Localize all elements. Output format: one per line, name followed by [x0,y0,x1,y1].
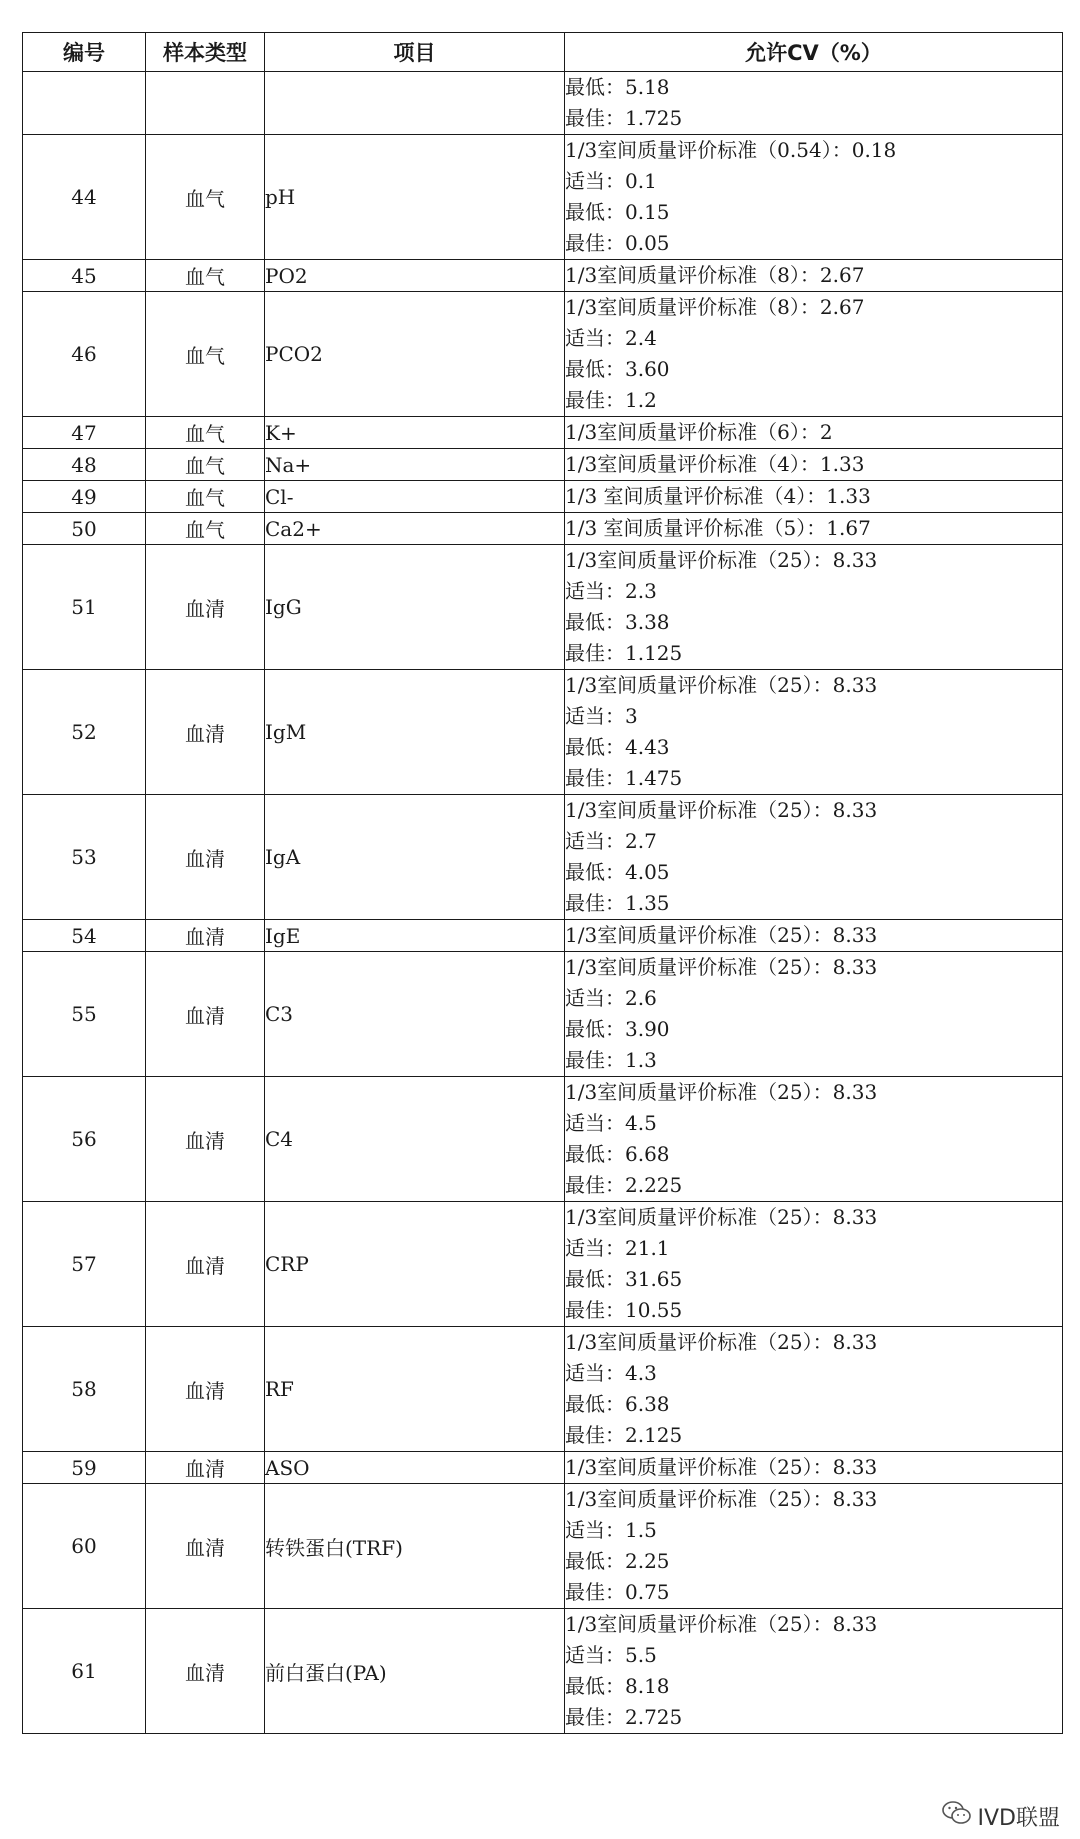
header-item: 项目 [265,33,565,72]
row-sample-type: 血清 [146,1202,265,1327]
row-allowed-cv [565,72,1063,135]
cv-line: 1/3 室间质量评价标准（4）：1.33 [565,484,871,508]
row-allowed-cv [565,920,1063,952]
table-row [23,795,1063,920]
row-allowed-cv [565,795,1063,920]
table-row [23,72,1063,135]
cv-line: 最佳：1.2 [565,388,657,412]
row-sample-type: 血气 [146,481,265,513]
cv-line: 适当：4.5 [565,1111,657,1135]
table-row [23,1327,1063,1452]
table-row [23,513,1063,545]
row-id: 50 [23,513,146,545]
row-id: 52 [23,670,146,795]
row-allowed-cv [565,1484,1063,1609]
cv-line: 1/3室间质量评价标准（8）：2.67 [565,263,865,287]
row-allowed-cv [565,135,1063,260]
row-item: PCO2 [265,292,565,417]
cv-line: 最低：4.43 [565,735,670,759]
cv-line: 最佳：2.725 [565,1705,683,1729]
cv-line: 1/3室间质量评价标准（25）：8.33 [565,1612,878,1636]
cv-line: 最低：2.25 [565,1549,670,1573]
row-sample-type: 血气 [146,292,265,417]
table-body [23,72,1063,1734]
row-allowed-cv [565,481,1063,513]
cv-line: 1/3室间质量评价标准（6）：2 [565,420,833,444]
row-id: 44 [23,135,146,260]
row-id: 45 [23,260,146,292]
cv-line: 最佳：0.05 [565,231,670,255]
row-allowed-cv [565,513,1063,545]
row-sample-type: 血清 [146,670,265,795]
row-sample-type: 血清 [146,1609,265,1734]
table-row [23,292,1063,417]
cv-line: 1/3室间质量评价标准（0.54）：0.18 [565,138,897,162]
row-sample-type: 血清 [146,795,265,920]
row-sample-type [146,72,265,135]
cv-line: 1/3室间质量评价标准（25）：8.33 [565,1080,878,1104]
row-allowed-cv [565,1327,1063,1452]
table-row [23,1609,1063,1734]
cv-line: 最佳：0.75 [565,1580,670,1604]
row-sample-type: 血清 [146,1484,265,1609]
row-sample-type: 血清 [146,920,265,952]
table-row [23,135,1063,260]
row-allowed-cv [565,449,1063,481]
row-item: Na+ [265,449,565,481]
cv-line: 最低：4.05 [565,860,670,884]
row-sample-type: 血清 [146,1452,265,1484]
row-id: 59 [23,1452,146,1484]
cv-line: 1/3室间质量评价标准（4）：1.33 [565,452,865,476]
cv-line: 最佳：10.55 [565,1298,683,1322]
row-id: 47 [23,417,146,449]
header-allowed-cv: 允许CV（%） [565,33,1063,72]
row-item: 转铁蛋白(TRF) [265,1484,565,1609]
row-item: IgE [265,920,565,952]
cv-line: 最低：0.15 [565,200,670,224]
header-id: 编号 [23,33,146,72]
cv-line: 最低：3.38 [565,610,670,634]
row-allowed-cv [565,1077,1063,1202]
cv-line: 最佳：1.475 [565,766,683,790]
row-item: IgM [265,670,565,795]
row-allowed-cv [565,260,1063,292]
row-allowed-cv [565,417,1063,449]
cv-line: 1/3室间质量评价标准（25）：8.33 [565,923,878,947]
cv-line: 最佳：1.725 [565,106,683,130]
row-id: 56 [23,1077,146,1202]
cv-line: 适当：1.5 [565,1518,657,1542]
row-item: CRP [265,1202,565,1327]
wechat-icon [942,1800,972,1832]
row-item: C3 [265,952,565,1077]
table-row [23,1484,1063,1609]
table-row [23,1202,1063,1327]
row-allowed-cv [565,292,1063,417]
cv-table [22,32,1063,1734]
row-sample-type: 血气 [146,135,265,260]
row-allowed-cv [565,1202,1063,1327]
cv-line: 最佳：1.35 [565,891,670,915]
cv-line: 最低：31.65 [565,1267,683,1291]
table-row [23,670,1063,795]
cv-line: 最低：3.60 [565,357,670,381]
cv-line: 适当：21.1 [565,1236,670,1260]
row-item: C4 [265,1077,565,1202]
table-row [23,417,1063,449]
table-row [23,260,1063,292]
row-id: 48 [23,449,146,481]
cv-line: 1/3室间质量评价标准（25）：8.33 [565,548,878,572]
row-id: 58 [23,1327,146,1452]
table-row [23,449,1063,481]
row-item: PO2 [265,260,565,292]
row-item: ASO [265,1452,565,1484]
cv-line: 1/3室间质量评价标准（25）：8.33 [565,798,878,822]
cv-line: 适当：4.3 [565,1361,657,1385]
row-sample-type: 血清 [146,952,265,1077]
row-sample-type: 血清 [146,545,265,670]
table-row [23,920,1063,952]
row-item: IgG [265,545,565,670]
row-item: Cl- [265,481,565,513]
watermark [942,1799,1060,1833]
row-sample-type: 血气 [146,513,265,545]
cv-line: 适当：2.7 [565,829,657,853]
row-id: 46 [23,292,146,417]
cv-line: 最佳：1.125 [565,641,683,665]
row-sample-type: 血清 [146,1077,265,1202]
table-row [23,1077,1063,1202]
cv-line: 适当：2.4 [565,326,657,350]
cv-line: 最低：6.68 [565,1142,670,1166]
row-item: K+ [265,417,565,449]
header-sample-type: 样本类型 [146,33,265,72]
cv-line: 1/3室间质量评价标准（25）：8.33 [565,1330,878,1354]
row-sample-type: 血气 [146,449,265,481]
cv-line: 适当：2.6 [565,986,657,1010]
cv-line: 1/3室间质量评价标准（25）：8.33 [565,673,878,697]
cv-line: 适当：3 [565,704,638,728]
table-row [23,1452,1063,1484]
table-row [23,545,1063,670]
row-id: 61 [23,1609,146,1734]
row-item: 前白蛋白(PA) [265,1609,565,1734]
row-item: RF [265,1327,565,1452]
row-item: IgA [265,795,565,920]
row-id: 54 [23,920,146,952]
cv-line: 适当：0.1 [565,169,657,193]
cv-line: 最佳：2.225 [565,1173,683,1197]
row-sample-type: 血清 [146,1327,265,1452]
row-id [23,72,146,135]
cv-line: 1/3室间质量评价标准（25）：8.33 [565,1455,878,1479]
cv-line: 适当：5.5 [565,1643,657,1667]
row-id: 49 [23,481,146,513]
row-id: 57 [23,1202,146,1327]
row-item [265,72,565,135]
cv-line: 最低：8.18 [565,1674,670,1698]
watermark-text: IVD联盟 [977,1805,1060,1831]
row-allowed-cv [565,1452,1063,1484]
cv-line: 1/3室间质量评价标准（25）：8.33 [565,1487,878,1511]
table-row [23,481,1063,513]
cv-line: 1/3室间质量评价标准（25）：8.33 [565,955,878,979]
row-id: 55 [23,952,146,1077]
cv-line: 适当：2.3 [565,579,657,603]
row-id: 60 [23,1484,146,1609]
row-allowed-cv [565,952,1063,1077]
cv-line: 最佳：2.125 [565,1423,683,1447]
row-item: pH [265,135,565,260]
row-allowed-cv [565,545,1063,670]
row-item: Ca2+ [265,513,565,545]
row-id: 51 [23,545,146,670]
cv-line: 最低：6.38 [565,1392,670,1416]
cv-line: 1/3 室间质量评价标准（5）：1.67 [565,516,871,540]
row-id: 53 [23,795,146,920]
cv-line: 1/3室间质量评价标准（8）：2.67 [565,295,865,319]
cv-line: 最佳：1.3 [565,1048,657,1072]
cv-line: 最低：3.90 [565,1017,670,1041]
row-sample-type: 血气 [146,417,265,449]
row-sample-type: 血气 [146,260,265,292]
cv-line: 最低：5.18 [565,75,670,99]
table-row [23,952,1063,1077]
row-allowed-cv [565,1609,1063,1734]
row-allowed-cv [565,670,1063,795]
cv-line: 1/3室间质量评价标准（25）：8.33 [565,1205,878,1229]
header-row [23,33,1063,72]
